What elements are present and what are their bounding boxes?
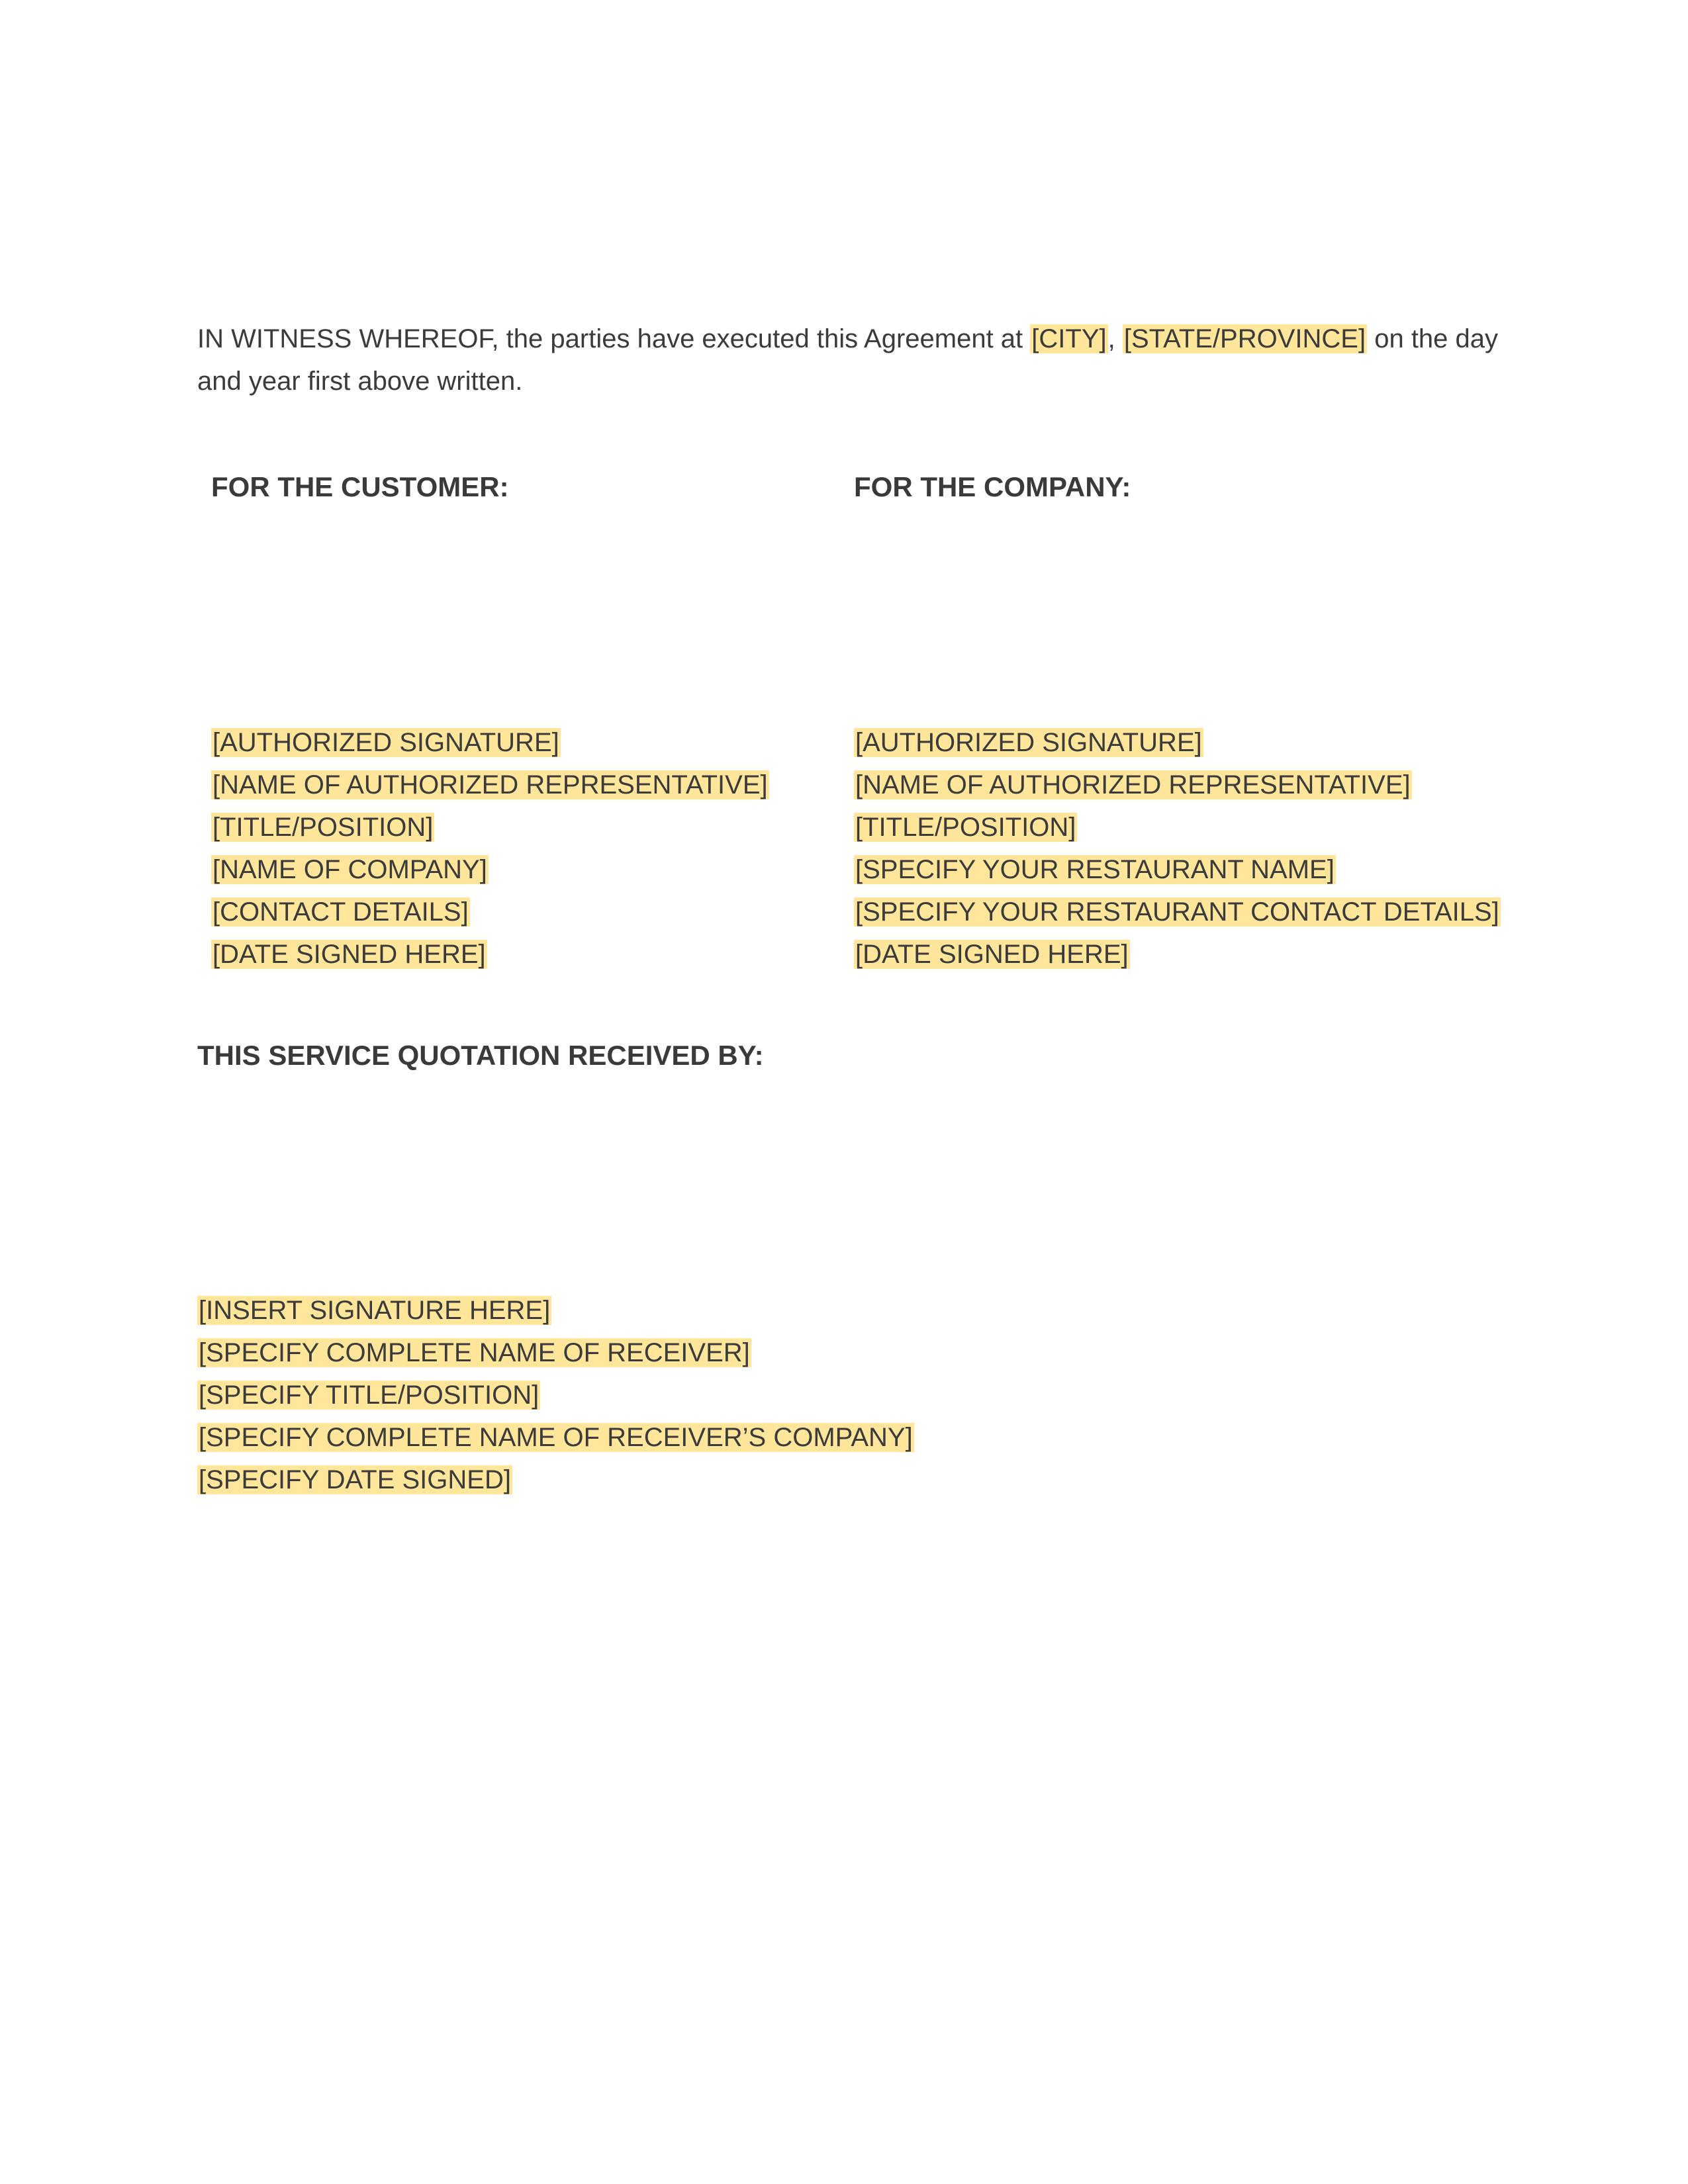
received-by-heading: THIS SERVICE QUOTATION RECEIVED BY: [197,1040,764,1071]
customer-heading: FOR THE CUSTOMER: [211,471,509,502]
witness-separator: , [1107,324,1123,353]
customer-contact-line: [CONTACT DETAILS] [212,897,469,927]
receiver-signature-line: [INSERT SIGNATURE HERE] [199,1296,551,1325]
company-signature-line: [AUTHORIZED SIGNATURE] [855,728,1202,757]
city-placeholder: [CITY] [1031,324,1107,353]
receiver-company-line: [SPECIFY COMPLETE NAME OF RECEIVER’S COMPANY] [199,1423,913,1452]
company-date-line: [DATE SIGNED HERE] [855,940,1129,969]
customer-company-line: [NAME OF COMPANY] [212,855,487,884]
receiver-signature-block [197,1289,914,1501]
company-restaurant-contact-line: [SPECIFY YOUR RESTAURANT CONTACT DETAILS] [855,897,1499,927]
customer-signature-block [211,721,769,976]
customer-signature-line: [AUTHORIZED SIGNATURE] [212,728,559,757]
receiver-title-line: [SPECIFY TITLE/POSITION] [199,1381,539,1410]
company-heading: FOR THE COMPANY: [854,471,1131,502]
receiver-date-line: [SPECIFY DATE SIGNED] [199,1465,511,1494]
customer-title-line: [TITLE/POSITION] [212,813,434,842]
witness-paragraph [197,318,1508,402]
receiver-name-line: [SPECIFY COMPLETE NAME OF RECEIVER] [199,1338,750,1367]
witness-text-suffix: on the day and year first above written. [197,324,1499,396]
company-representative-line: [NAME OF AUTHORIZED REPRESENTATIVE] [855,770,1411,799]
state-placeholder: [STATE/PROVINCE] [1123,324,1366,353]
customer-representative-line: [NAME OF AUTHORIZED REPRESENTATIVE] [212,770,768,799]
company-title-line: [TITLE/POSITION] [855,813,1076,842]
company-restaurant-name-line: [SPECIFY YOUR RESTAURANT NAME] [855,855,1335,884]
company-signature-block [854,721,1501,976]
customer-date-line: [DATE SIGNED HERE] [212,940,486,969]
witness-text-prefix: IN WITNESS WHEREOF, the parties have executed this Agreement at [197,324,1031,353]
